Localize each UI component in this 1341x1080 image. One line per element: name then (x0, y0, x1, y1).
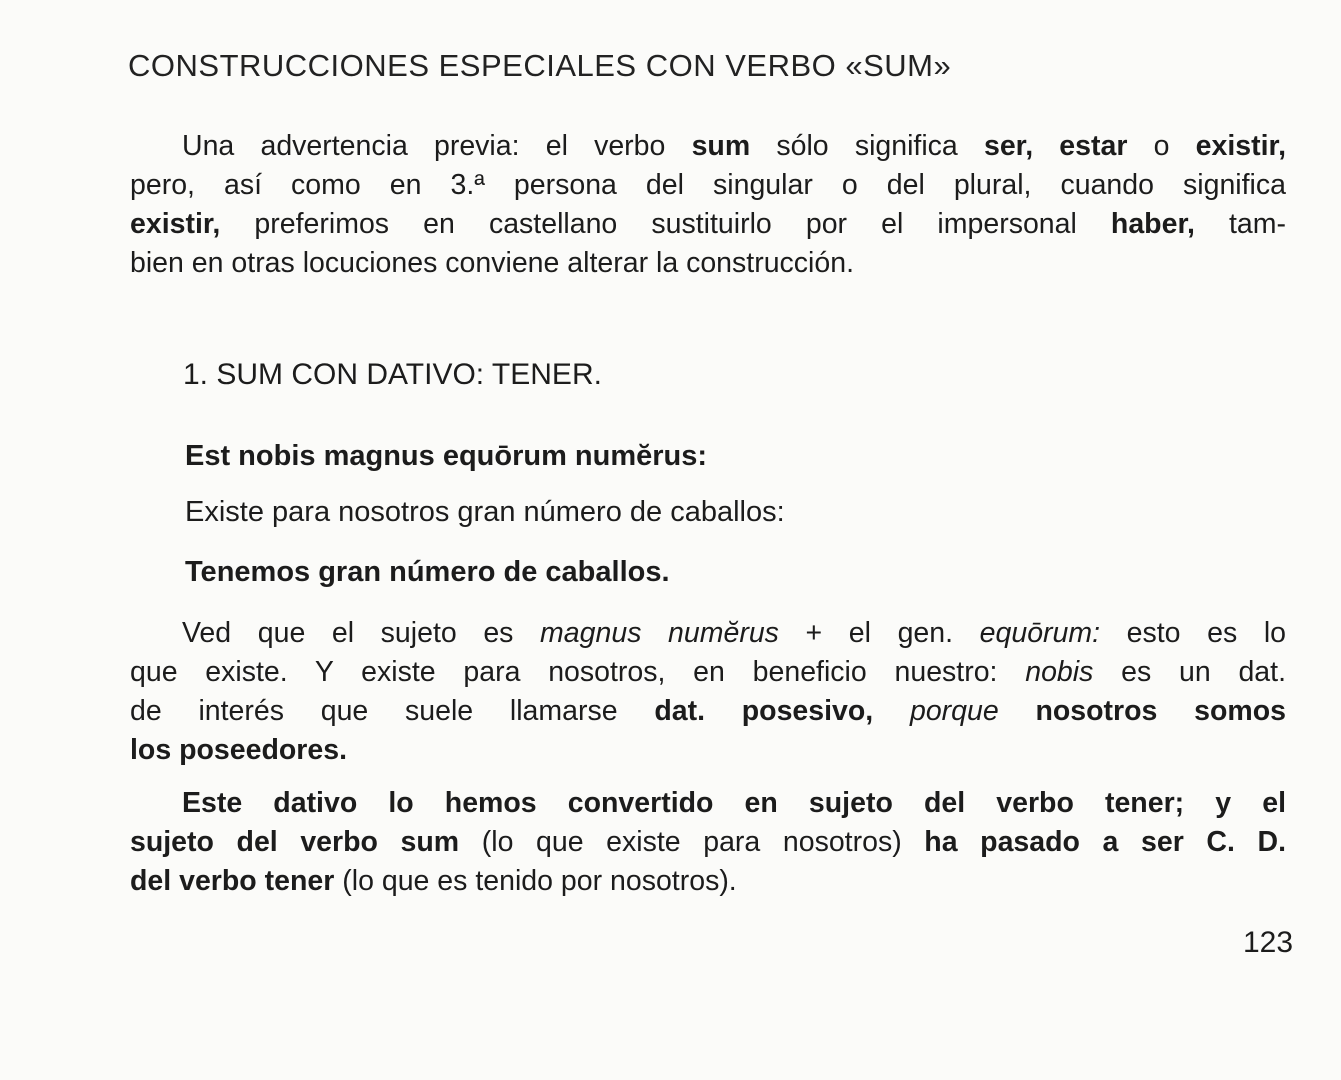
example-translation: Tenemos gran número de caballos. (185, 556, 670, 588)
text-segment (999, 695, 1036, 727)
text-segment: ser, estar (983, 130, 1128, 162)
paragraph-conclusion (130, 784, 1286, 901)
text-segment: nosotros somos (1035, 695, 1287, 727)
page-title: CONSTRUCCIONES ESPECIALES CON VERBO «SUM» (128, 48, 952, 83)
text-segment: + el gen. (778, 617, 980, 649)
text-segment: es un dat. (1093, 656, 1286, 688)
text-segment: sum (691, 130, 751, 162)
text-segment: bien en otras locuciones conviene alterar la construcción. (130, 247, 854, 279)
text-segment: de interés que suele llamarse (130, 695, 655, 727)
text-line (130, 653, 1286, 692)
paragraph-intro (130, 127, 1286, 283)
text-segment: preferimos en castellano sustituirlo por el impersonal (220, 208, 1111, 240)
text-segment: existir, (1195, 130, 1286, 162)
text-line (130, 784, 1286, 823)
text-line (130, 244, 1286, 283)
text-segment: tam- (1194, 208, 1286, 240)
text-line (130, 205, 1286, 244)
text-segment: (lo que es tenido por nosotros). (334, 865, 737, 897)
text-line (130, 731, 1286, 770)
paragraph-explanation (130, 614, 1286, 770)
text-segment: magnus numĕrus (540, 617, 779, 649)
section-heading: 1. SUM CON DATIVO: TENER. (183, 358, 602, 391)
text-segment (873, 695, 910, 727)
example-literal-translation: Existe para nosotros gran número de caballos: (185, 496, 785, 528)
text-segment: que existe. Y existe para nosotros, en beneficio nuestro: (130, 656, 1026, 688)
text-segment: los poseedores. (130, 734, 347, 766)
text-segment: dat. posesivo, (654, 695, 874, 727)
text-segment: Este dativo lo hemos convertido en sujeto del verbo tener; y el (182, 787, 1286, 819)
text-segment: haber, (1110, 208, 1195, 240)
example-latin: Est nobis magnus equōrum numĕrus: (185, 440, 708, 472)
text-segment: equōrum: (979, 617, 1101, 649)
text-line (130, 823, 1286, 862)
text-segment: sujeto del verbo sum (130, 826, 460, 858)
text-line (130, 614, 1286, 653)
text-segment: (lo que existe para nosotros) (459, 826, 925, 858)
text-segment: del verbo tener (130, 865, 335, 897)
text-segment: porque (909, 695, 999, 727)
text-segment: pero, así como en 3.ª persona del singular o del plural, cuando significa (130, 169, 1286, 201)
text-segment: nobis (1025, 656, 1094, 688)
text-segment: sólo significa (750, 130, 984, 162)
page-number: 123 (1243, 926, 1294, 959)
text-segment: esto es lo (1100, 617, 1287, 649)
text-segment: Una advertencia previa: el verbo (182, 130, 692, 162)
text-line (130, 862, 1286, 901)
text-segment: ha pasado a ser C. D. (924, 826, 1286, 858)
text-line (130, 166, 1286, 205)
text-segment: o (1127, 130, 1196, 162)
text-line (130, 692, 1286, 731)
text-segment: existir, (130, 208, 221, 240)
text-segment: Ved que el sujeto es (182, 617, 541, 649)
text-line (130, 127, 1286, 166)
